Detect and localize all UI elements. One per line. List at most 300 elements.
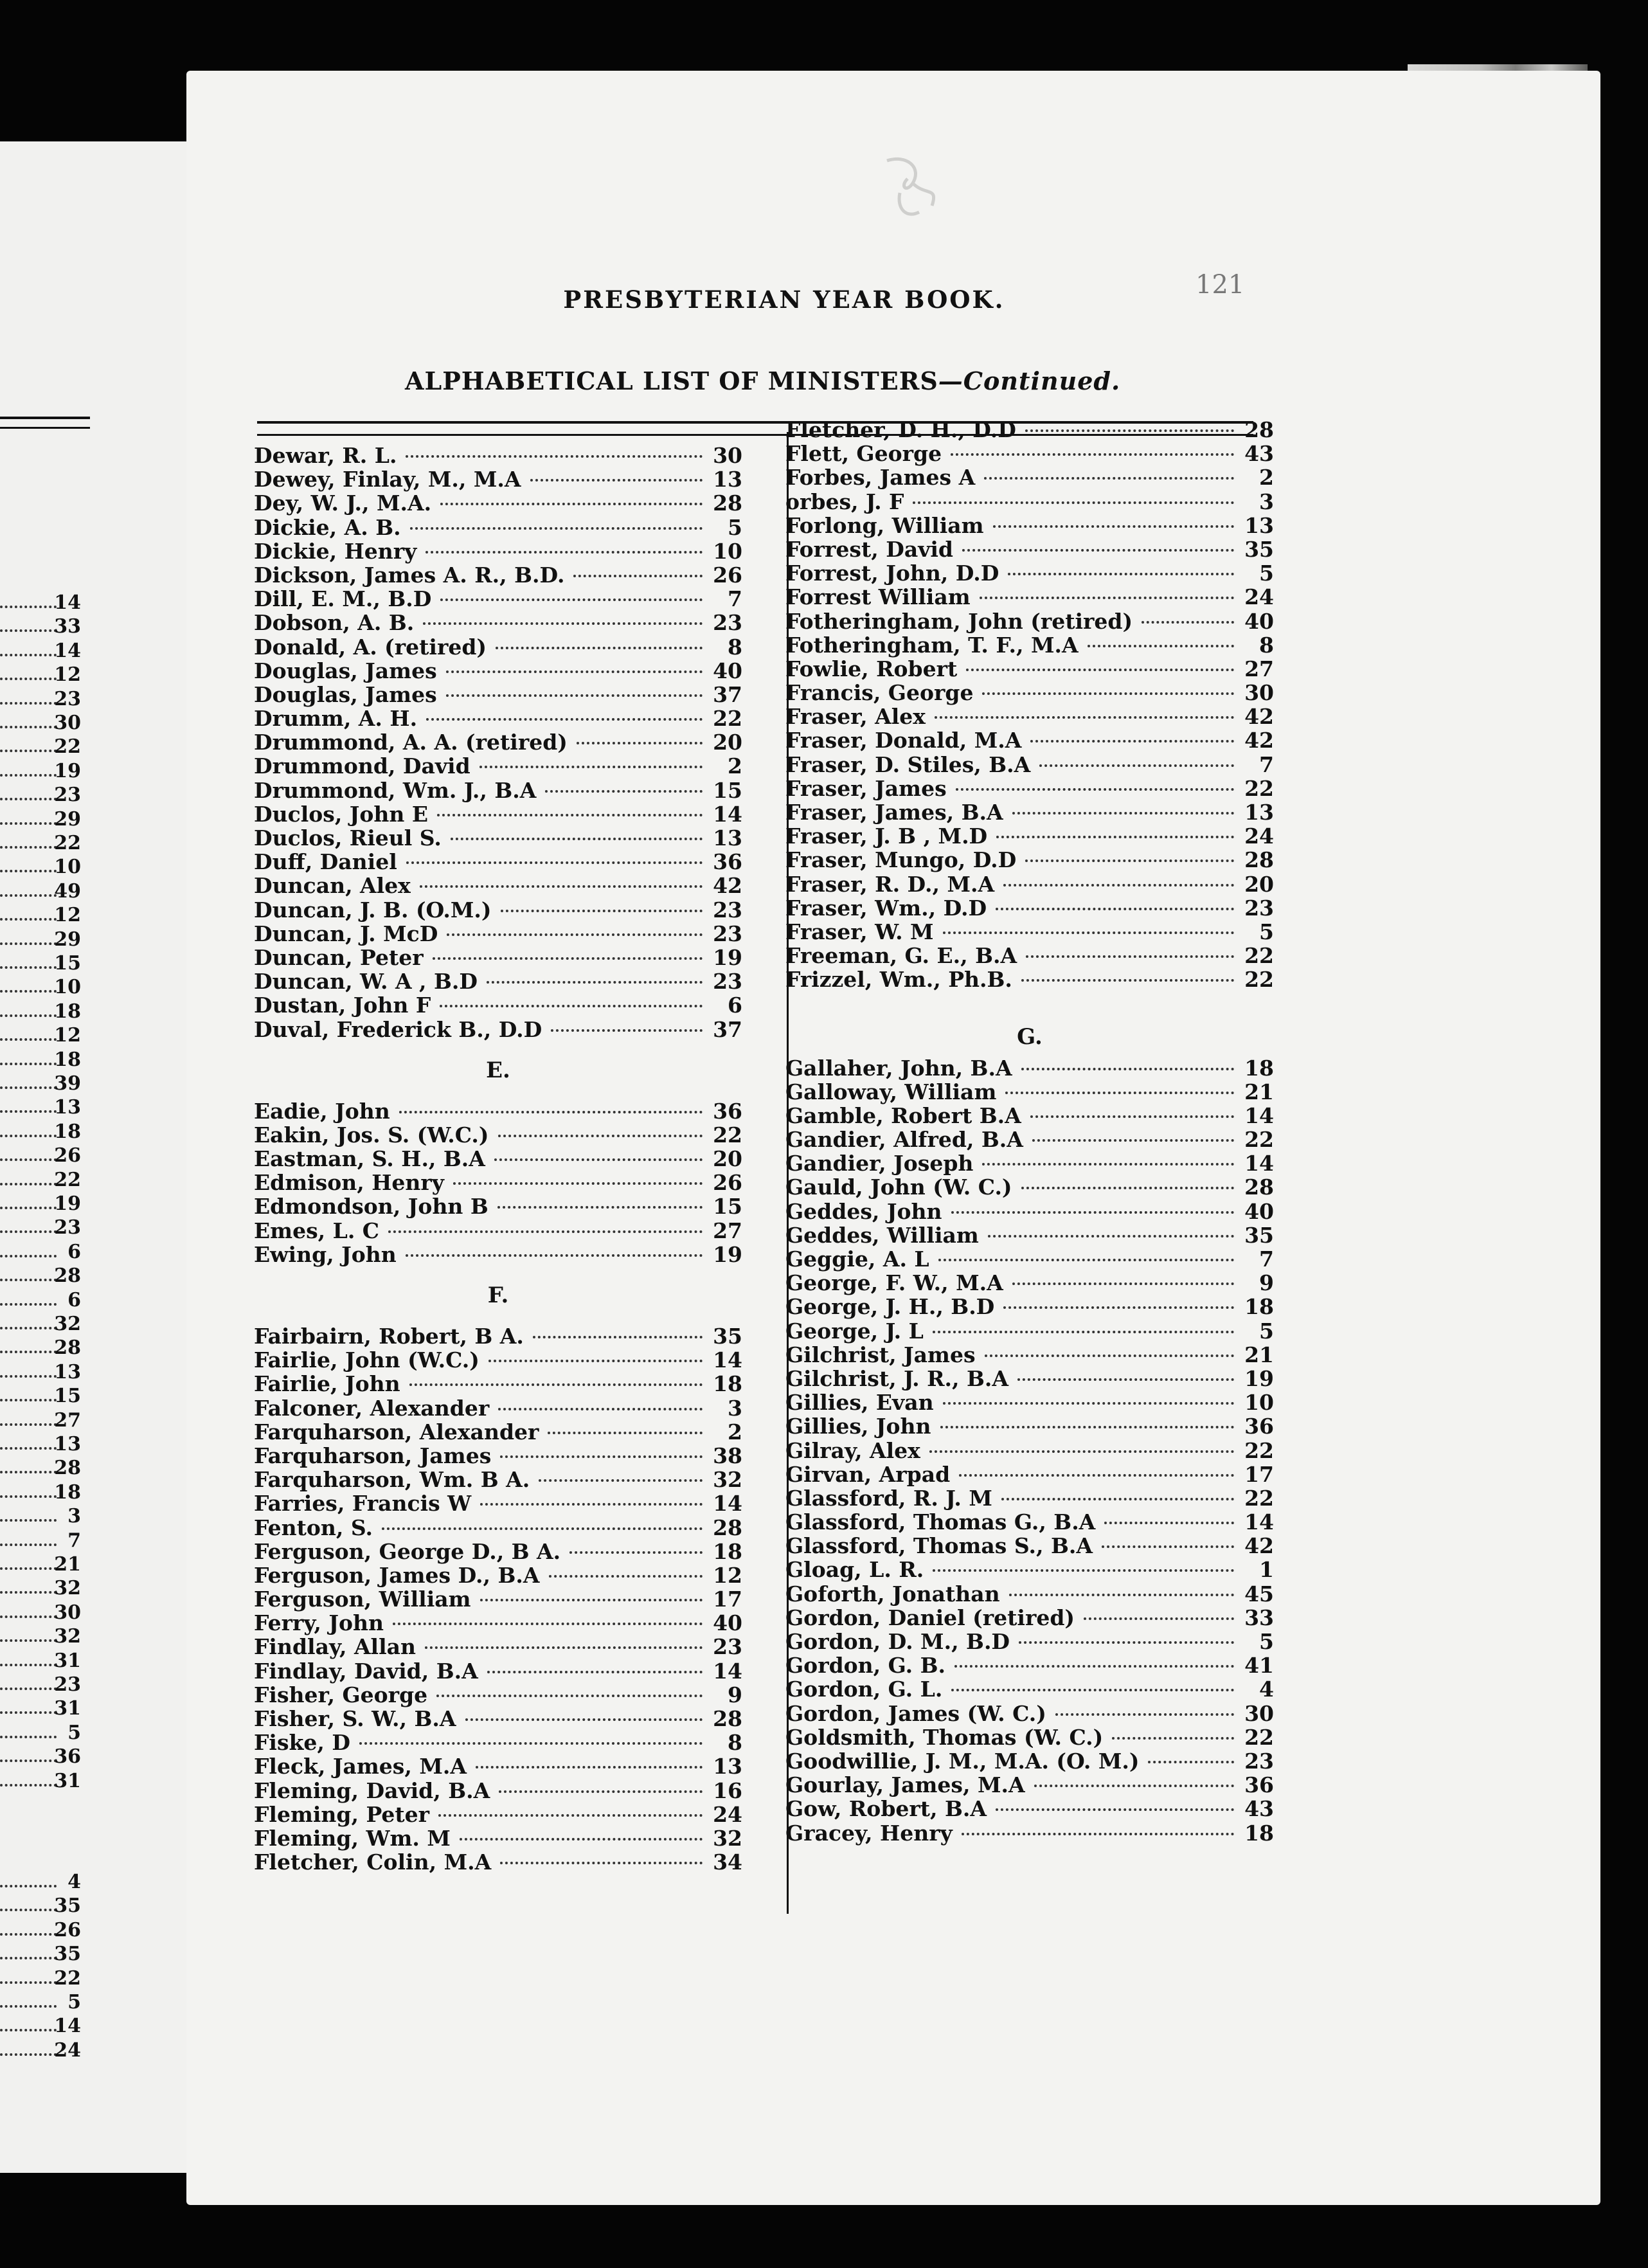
presbytery-number: 13 (713, 1754, 742, 1779)
presbytery-number: 22 (713, 1122, 742, 1148)
dot-leader (0, 1207, 57, 1209)
dot-leader (0, 1760, 57, 1762)
dot-leader (0, 1327, 57, 1329)
presbytery-number: 22 (1244, 967, 1274, 993)
presbytery-number: 37 (713, 681, 742, 707)
minister-name: Farquharson, Wm. B A. (254, 1467, 530, 1493)
list-item (785, 1439, 1274, 1462)
dot-leader (438, 1814, 703, 1817)
list-item (254, 850, 742, 874)
presbytery-number: 20 (713, 730, 742, 755)
list-item (785, 657, 1274, 681)
facing-page-number: 29 (54, 807, 81, 831)
dot-leader (943, 1402, 1234, 1405)
facing-page-number: 3 (67, 1505, 81, 1528)
minister-name: Fraser, W. M (785, 919, 934, 944)
dot-leader (0, 1567, 57, 1570)
list-item (254, 754, 742, 778)
dot-leader (460, 1838, 703, 1841)
dot-leader (0, 606, 57, 608)
dot-leader (956, 788, 1234, 791)
minister-name: Fairlie, John (254, 1371, 400, 1397)
list-item (254, 1587, 742, 1611)
minister-name: Gloag, L. R. (785, 1557, 924, 1583)
minister-name: Gilray, Alex (785, 1437, 920, 1463)
facing-page (0, 141, 189, 2173)
presbytery-number: 7 (1259, 752, 1274, 777)
dot-leader (388, 1230, 703, 1233)
presbytery-number: 8 (728, 634, 742, 660)
facing-page-number: 24 (54, 2039, 81, 2062)
facing-page-number: 15 (54, 952, 81, 975)
list-item (254, 1243, 742, 1266)
list-item (254, 539, 742, 563)
presbytery-number: 18 (1244, 1055, 1274, 1081)
presbytery-number: 4 (1259, 1677, 1274, 1702)
list-item (254, 802, 742, 826)
minister-name: Douglas, James (254, 681, 437, 707)
minister-name: Fraser, R. D., M.A (785, 871, 995, 897)
presbytery-number: 43 (1244, 1796, 1274, 1822)
presbytery-number: 24 (1244, 584, 1274, 610)
minister-name: Gourlay, James, M.A (785, 1772, 1025, 1798)
list-item (785, 609, 1274, 633)
presbytery-number: 40 (713, 658, 742, 683)
list-item (785, 1582, 1274, 1606)
presbytery-number: 28 (713, 1515, 742, 1540)
list-item (785, 1702, 1274, 1725)
dot-leader (0, 774, 57, 777)
presbytery-number: 27 (713, 1218, 742, 1243)
dot-leader (1012, 1282, 1234, 1285)
minister-name: Duncan, Peter (254, 944, 424, 970)
minister-name: Duncan, J. McD (254, 921, 438, 946)
list-item (785, 968, 1274, 991)
minister-name: Dickie, A. B. (254, 514, 401, 540)
dot-leader (0, 1063, 57, 1065)
list-item (254, 1468, 742, 1491)
dot-leader (0, 798, 57, 800)
dot-leader (451, 838, 703, 840)
list-item (785, 537, 1274, 561)
dot-leader (0, 846, 57, 849)
minister-name: Fraser, Alex (785, 704, 926, 730)
minister-name: Fraser, Mungo, D.D (785, 847, 1017, 873)
minister-name: Dickson, James A. R., B.D. (254, 562, 565, 588)
minister-name: Emes, L. C (254, 1218, 380, 1243)
dot-leader (0, 1423, 57, 1426)
presbytery-number: 3 (728, 1395, 742, 1421)
presbytery-number: 36 (713, 1098, 742, 1124)
list-item (785, 1200, 1274, 1223)
list-item (785, 442, 1274, 465)
minister-name: Drumm, A. H. (254, 706, 418, 732)
minister-name: Goldsmith, Thomas (W. C.) (785, 1724, 1104, 1750)
list-item (785, 1630, 1274, 1653)
dot-leader (980, 597, 1234, 599)
list-item (254, 993, 742, 1017)
dot-leader (393, 1623, 703, 1625)
dot-leader (0, 1736, 57, 1738)
minister-name: Francis, George (785, 680, 974, 706)
presbytery-number: 3 (1259, 489, 1274, 514)
minister-name: Ferguson, William (254, 1587, 471, 1612)
dot-leader (1017, 1378, 1234, 1381)
facing-page-number: 13 (54, 1096, 81, 1119)
list-item (254, 826, 742, 850)
minister-name: Fotheringham, John (retired) (785, 608, 1133, 634)
dot-leader (0, 702, 57, 705)
dot-leader (993, 525, 1234, 528)
minister-name: Fraser, James (785, 775, 947, 801)
facing-page-number: 19 (54, 759, 81, 782)
presbytery-number: 42 (713, 873, 742, 899)
list-item (254, 467, 742, 491)
list-item (254, 898, 742, 922)
presbytery-number: 43 (1244, 441, 1274, 467)
dot-leader (954, 1665, 1234, 1668)
minister-name: Dustan, John F (254, 993, 431, 1018)
list-item (785, 896, 1274, 920)
list-item (254, 1754, 742, 1778)
dot-leader (1102, 1545, 1234, 1548)
right-column (785, 418, 1274, 1845)
facing-page-number: 14 (54, 639, 81, 662)
presbytery-number: 22 (1244, 943, 1274, 969)
dot-leader (0, 1135, 57, 1137)
presbytery-number: 5 (1259, 1318, 1274, 1344)
presbytery-number: 33 (1244, 1605, 1274, 1630)
presbytery-number: 13 (713, 467, 742, 492)
dot-leader (1021, 1187, 1234, 1189)
dot-leader (0, 654, 57, 656)
dot-leader (498, 1135, 703, 1137)
minister-name: Duval, Frederick B., D.D (254, 1016, 542, 1042)
dot-leader (1026, 955, 1234, 958)
minister-name: Fiske, D (254, 1730, 350, 1756)
facing-page-number: 49 (54, 879, 81, 903)
dot-leader (0, 1375, 57, 1378)
minister-name: Dey, W. J., M.A. (254, 491, 432, 516)
dot-leader (982, 692, 1234, 695)
dot-leader (0, 1399, 57, 1401)
presbytery-number: 28 (1244, 847, 1274, 873)
list-item (785, 1056, 1274, 1080)
presbytery-number: 42 (1244, 1533, 1274, 1559)
minister-name: Fowlie, Robert (785, 656, 958, 681)
list-item (785, 1247, 1274, 1271)
dot-leader (1034, 1785, 1234, 1787)
list-item (785, 465, 1274, 489)
minister-name: Dill, E. M., B.D (254, 586, 432, 612)
list-item (785, 561, 1274, 585)
presbytery-number: 5 (1259, 919, 1274, 944)
list-item (785, 728, 1274, 752)
minister-name: orbes, J. F (785, 489, 904, 514)
presbytery-number: 14 (1244, 1102, 1274, 1128)
dot-leader (1025, 429, 1234, 432)
dot-leader (996, 1808, 1234, 1811)
minister-name: Frizzel, Wm., Ph.B. (785, 967, 1012, 993)
dot-leader (480, 1599, 703, 1601)
minister-name: Fraser, J. B , M.D (785, 824, 988, 849)
dot-leader (0, 918, 57, 921)
dot-leader (0, 1784, 57, 1787)
dot-leader (533, 1336, 703, 1338)
minister-name: Edmison, Henry (254, 1170, 444, 1196)
list-item (254, 683, 742, 706)
dot-leader (436, 1695, 703, 1697)
dot-leader (501, 910, 703, 912)
dot-leader (913, 501, 1234, 504)
minister-name: Fleming, Wm. M (254, 1825, 451, 1851)
presbytery-number: 7 (728, 586, 742, 612)
dot-leader (539, 1479, 703, 1482)
minister-name: Donald, A. (retired) (254, 634, 487, 660)
dot-leader (0, 750, 57, 752)
dot-leader (410, 527, 703, 530)
section-letter: E. (486, 1057, 510, 1083)
minister-name: Edmondson, John B (254, 1194, 488, 1220)
minister-name: Drummond, A. A. (retired) (254, 730, 568, 755)
section-letter: F. (487, 1282, 509, 1308)
list-item (254, 1635, 742, 1659)
minister-name: Fletcher, Colin, M.A (254, 1850, 492, 1875)
minister-name: Douglas, James (254, 658, 437, 683)
facing-page-number: 10 (54, 856, 81, 879)
list-item (254, 1779, 742, 1803)
minister-name: Fraser, James, B.A (785, 800, 1003, 825)
dot-leader (1003, 884, 1234, 887)
dot-leader (406, 1254, 703, 1257)
minister-name: Duncan, Alex (254, 873, 411, 899)
list-item (785, 1486, 1274, 1510)
dot-leader (0, 1957, 57, 1959)
minister-name: Forbes, James A (785, 465, 976, 491)
presbytery-number: 36 (1244, 1772, 1274, 1798)
facing-page-number: 23 (54, 1216, 81, 1239)
dot-leader (959, 1474, 1234, 1477)
presbytery-number: 32 (713, 1825, 742, 1851)
minister-name: Fairlie, John (W.C.) (254, 1347, 479, 1373)
facing-page-number: 26 (54, 1144, 81, 1167)
minister-name: Gordon, G. B. (785, 1653, 945, 1679)
facing-page-number: 5 (67, 1991, 81, 2013)
presbytery-number: 18 (713, 1538, 742, 1564)
presbytery-number: 19 (713, 1241, 742, 1267)
running-head: PRESBYTERIAN YEAR BOOK. (563, 285, 1005, 314)
minister-name: Gordon, James (W. C.) (785, 1700, 1046, 1726)
dot-leader (0, 1038, 57, 1041)
list-item (254, 1219, 742, 1243)
dot-leader (496, 647, 703, 649)
presbytery-number: 24 (713, 1801, 742, 1827)
list-item (785, 1510, 1274, 1534)
facing-page-number: 23 (54, 687, 81, 710)
presbytery-number: 40 (1244, 608, 1274, 634)
minister-name: Fenton, S. (254, 1515, 373, 1540)
list-item (785, 490, 1274, 514)
list-item (785, 705, 1274, 728)
minister-name: George, J. H., B.D (785, 1294, 995, 1320)
facing-page-number: 13 (54, 1433, 81, 1455)
presbytery-number: 1 (1259, 1557, 1274, 1583)
dot-leader (423, 622, 703, 625)
facing-page-number: 31 (54, 1769, 81, 1792)
dot-leader (996, 836, 1234, 838)
minister-name: Duncan, W. A , B.D (254, 969, 478, 995)
minister-name: Fisher, S. W., B.A (254, 1706, 456, 1731)
list-item (254, 969, 742, 993)
presbytery-number: 23 (713, 610, 742, 636)
dot-leader (1088, 645, 1234, 647)
presbytery-number: 14 (713, 801, 742, 827)
list-item (254, 779, 742, 802)
minister-name: Geggie, A. L (785, 1246, 929, 1272)
dot-leader (1009, 1594, 1234, 1596)
list-item (254, 1516, 742, 1540)
dot-leader (0, 1110, 57, 1113)
facing-page-number: 36 (54, 1745, 81, 1769)
dot-leader (420, 885, 703, 888)
presbytery-number: 19 (713, 944, 742, 970)
list-item (785, 920, 1274, 944)
facing-page-number: 14 (54, 2015, 81, 2038)
presbytery-number: 22 (1244, 1724, 1274, 1750)
presbytery-number: 38 (713, 1443, 742, 1468)
dot-leader (943, 932, 1234, 934)
dot-leader (0, 1688, 57, 1690)
minister-name: Gilchrist, James (785, 1342, 976, 1367)
presbytery-number: 16 (713, 1778, 742, 1803)
presbytery-number: 18 (713, 1371, 742, 1397)
presbytery-number: 19 (1244, 1365, 1274, 1391)
facing-page-number: 5 (67, 1721, 81, 1744)
list-item (785, 1749, 1274, 1773)
minister-name: Gillies, Evan (785, 1390, 934, 1416)
list-item (785, 1414, 1274, 1438)
list-item (785, 633, 1274, 657)
dot-leader (1055, 1713, 1234, 1716)
minister-name: Findlay, David, B.A (254, 1658, 478, 1684)
minister-name: Gordon, Daniel (retired) (785, 1605, 1075, 1630)
presbytery-number: 17 (713, 1587, 742, 1612)
minister-name: Forrest, David (785, 536, 953, 562)
facing-page-number: 32 (54, 1577, 81, 1600)
dot-leader (1001, 1498, 1234, 1500)
presbytery-number: 20 (1244, 871, 1274, 897)
list-item (785, 1104, 1274, 1128)
minister-name: Duff, Daniel (254, 849, 397, 875)
dot-leader (984, 477, 1234, 480)
list-item (254, 1707, 742, 1731)
presbytery-number: 27 (1244, 656, 1274, 681)
list-item (254, 874, 742, 897)
list-item (254, 1420, 742, 1444)
minister-name: Gamble, Robert B.A (785, 1102, 1021, 1128)
presbytery-number: 42 (1244, 728, 1274, 753)
presbytery-number: 23 (713, 897, 742, 923)
list-item (254, 1018, 742, 1041)
facing-page-number: 18 (54, 1048, 81, 1071)
presbytery-number: 20 (713, 1146, 742, 1172)
facing-page-number: 19 (54, 1192, 81, 1215)
dot-leader (0, 1591, 57, 1594)
dot-leader (446, 670, 703, 673)
dot-leader (447, 933, 703, 936)
minister-name: Gow, Robert, B.A (785, 1796, 987, 1822)
list-item (785, 1223, 1274, 1247)
dot-leader (1019, 1641, 1234, 1644)
list-item (254, 587, 742, 611)
list-item (785, 1128, 1274, 1151)
list-item (785, 1271, 1274, 1295)
dot-leader (500, 1455, 703, 1458)
dot-leader (399, 1111, 703, 1113)
list-item (254, 1372, 742, 1396)
dot-leader (1112, 1737, 1234, 1740)
facing-page-number: 18 (54, 1120, 81, 1143)
facing-page-number: 27 (54, 1408, 81, 1432)
dot-leader (500, 1862, 703, 1864)
presbytery-number: 8 (1259, 632, 1274, 658)
presbytery-number: 28 (1244, 1174, 1274, 1200)
dot-leader (0, 629, 57, 632)
minister-name: Ferry, John (254, 1610, 384, 1636)
minister-name: Eastman, S. H., B.A (254, 1146, 485, 1172)
minister-name: Galloway, William (785, 1079, 997, 1104)
minister-name: Fraser, Wm., D.D (785, 895, 987, 921)
minister-name: Gordon, G. L. (785, 1677, 943, 1702)
presbytery-number: 40 (1244, 1198, 1274, 1224)
facing-page-numbers (0, 591, 103, 2109)
list-item (785, 1367, 1274, 1390)
facing-page-number: 28 (54, 1457, 81, 1480)
list-item (785, 1319, 1274, 1343)
minister-name: Gilchrist, J. R., B.A (785, 1365, 1008, 1391)
section-title (405, 366, 1240, 395)
presbytery-number: 23 (1244, 895, 1274, 921)
dot-leader (0, 1885, 57, 1887)
list-item (785, 824, 1274, 848)
dot-leader (0, 1014, 57, 1017)
presbytery-number: 2 (728, 1419, 742, 1444)
dot-leader (440, 503, 703, 505)
facing-page-number: 30 (54, 1601, 81, 1624)
facing-page-number: 13 (54, 1360, 81, 1383)
dot-leader (966, 669, 1234, 671)
list-item (254, 635, 742, 659)
list-item (785, 514, 1274, 537)
list-item (254, 706, 742, 730)
list-item (785, 1653, 1274, 1677)
list-item (254, 444, 742, 467)
facing-page-number: 18 (54, 1480, 81, 1504)
facing-page-number: 32 (54, 1625, 81, 1648)
presbytery-number: 8 (728, 1730, 742, 1756)
presbytery-number: 26 (713, 562, 742, 588)
facing-page-number: 22 (54, 735, 81, 759)
list-item (785, 1175, 1274, 1199)
presbytery-number: 10 (1244, 1390, 1274, 1416)
list-item (785, 777, 1274, 800)
presbytery-number: 14 (1244, 1509, 1274, 1535)
list-item (785, 1462, 1274, 1486)
dot-leader (1025, 860, 1234, 862)
list-item (785, 1343, 1274, 1367)
list-item (785, 681, 1274, 705)
facing-page-rule (0, 417, 90, 429)
